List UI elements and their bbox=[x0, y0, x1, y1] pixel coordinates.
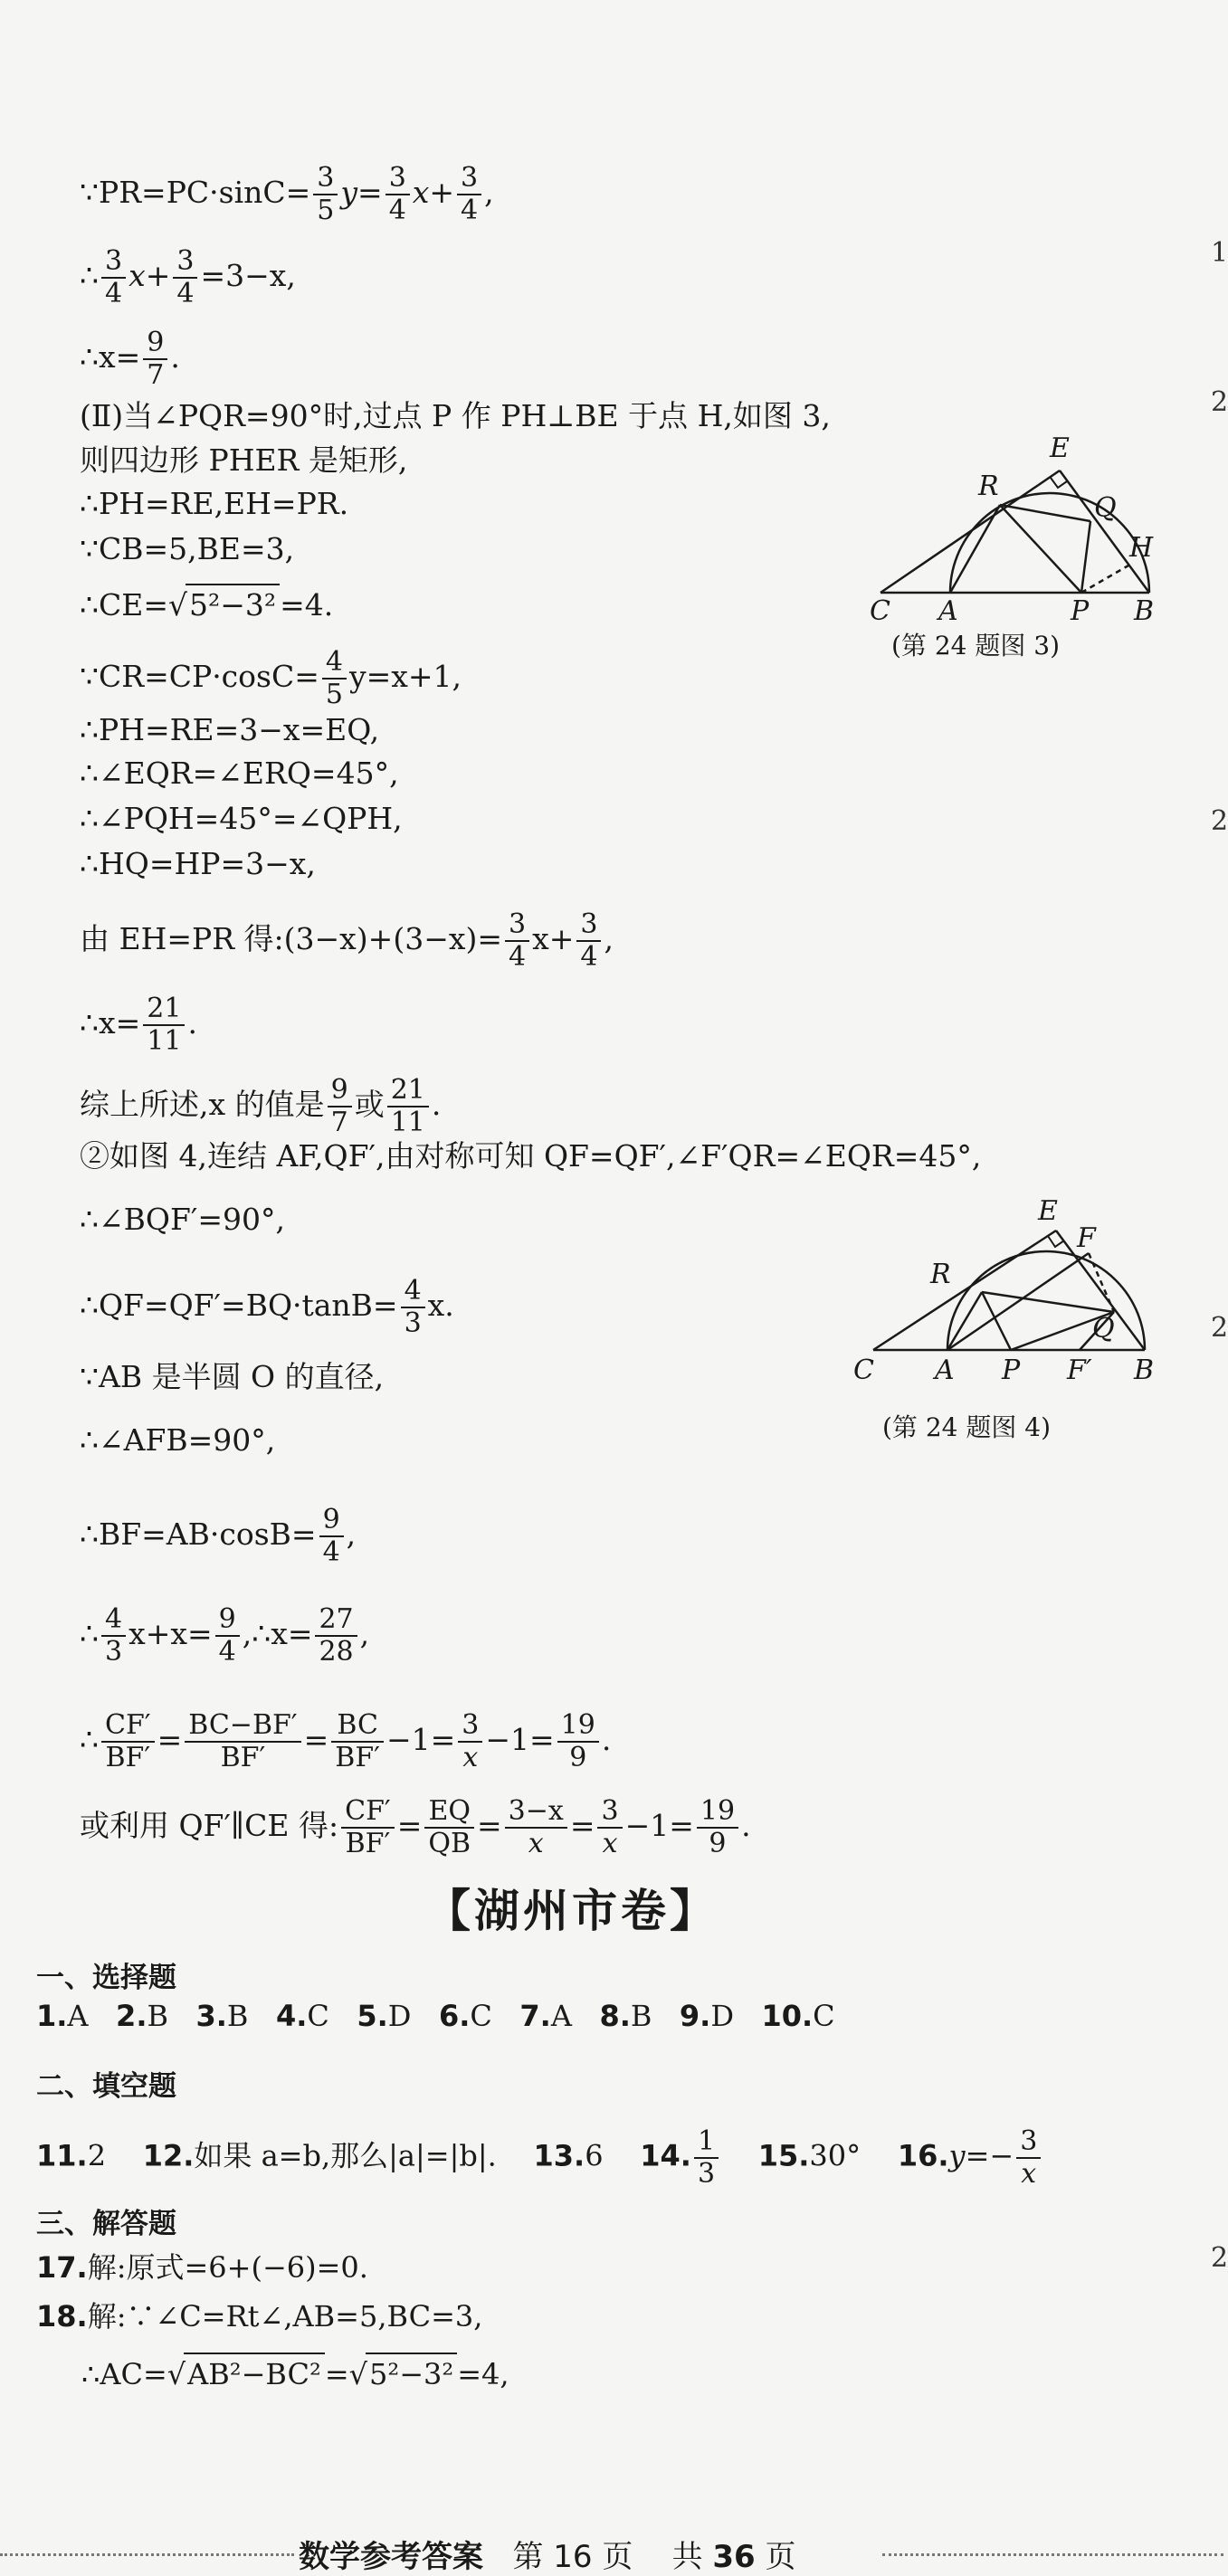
solution-line: ∴∠AFB=90°, bbox=[80, 1422, 276, 1458]
solution-line: ∴PH=RE,EH=PR. bbox=[80, 486, 349, 521]
figure-3-caption: (第 24 题图 3) bbox=[891, 631, 1060, 661]
label-R: R bbox=[930, 1259, 951, 1290]
question-17: 17.解:原式=6+(−6)=0. bbox=[36, 2250, 368, 2285]
section-heading: 三、解答题 bbox=[36, 2208, 176, 2240]
solution-line: ∴CE=√5²−3² =4. bbox=[80, 584, 333, 625]
footer-rule-right bbox=[882, 2553, 1223, 2556]
solution-line: ∴HQ=HP=3−x, bbox=[80, 846, 316, 881]
fill-answers: 11.2 12.如果 a=b,那么|a|=|b|. 13.6 14. $\frac{1}{3}$ 15.30° 16.y=− $\frac{3}{x}$ bbox=[36, 2126, 1043, 2190]
label-P: P bbox=[1071, 595, 1090, 627]
solution-line: ∵PR=PC·sinC= $\frac{3}{5}$ y= $\frac{3}{4}$ x+ $\frac{3}{4}$ , bbox=[80, 162, 494, 226]
label-A: A bbox=[935, 1355, 955, 1386]
label-R: R bbox=[978, 471, 999, 502]
solution-line: ∴ $\frac{4}{3}$ x+x= $\frac{9}{4}$ ,∴x= $\frac{27}{28}$ , bbox=[80, 1603, 370, 1668]
label-H: H bbox=[1129, 532, 1154, 564]
solution-line: 综上所述,x 的值是 $\frac{9}{7}$ 或 $\frac{21}{11}$ . bbox=[80, 1074, 442, 1138]
label-B: B bbox=[1134, 595, 1155, 627]
page-footer: 数学参考答案 第 16 页 共 36 页 bbox=[299, 2539, 796, 2575]
choice-answers: 1.A 2.B 3.B 4.C 5.D 6.C 7.A 8.B 9.D 10.C bbox=[36, 1999, 835, 2033]
label-F-prime: F′ bbox=[1067, 1355, 1092, 1386]
figure-4 bbox=[846, 1194, 1163, 1384]
solution-line: ②如图 4,连结 AF,QF′,由对称可知 QF=QF′,∠F′QR=∠EQR=45°, bbox=[80, 1138, 982, 1174]
solution-line: ∵AB 是半圆 O 的直径, bbox=[80, 1359, 385, 1394]
solution-line: ∴x= $\frac{21}{11}$ . bbox=[80, 993, 197, 1057]
margin-mark: 2 bbox=[1211, 805, 1228, 837]
figure-4-caption: (第 24 题图 4) bbox=[882, 1412, 1051, 1442]
margin-mark: 2 bbox=[1211, 386, 1228, 418]
solution-line: (Ⅱ)当∠PQR=90°时,过点 P 作 PH⊥BE 于点 H,如图 3, bbox=[80, 398, 831, 433]
label-Q: Q bbox=[1094, 492, 1117, 524]
solution-line: ∴QF=QF′=BQ·tanB= $\frac{4}{3}$ x. bbox=[80, 1275, 454, 1339]
question-18-line2: ∴AC=√AB²−BC² =√5²−3² =4, bbox=[81, 2353, 509, 2394]
question-18: 18.解:∵∠C=Rt∠,AB=5,BC=3, bbox=[36, 2299, 483, 2334]
solution-line: ∴∠PQH=45°=∠QPH, bbox=[80, 801, 403, 836]
section-heading: 一、选择题 bbox=[36, 1962, 176, 1994]
label-E: E bbox=[1038, 1195, 1058, 1227]
section-heading: 二、填空题 bbox=[36, 2070, 176, 2103]
solution-line: ∴∠EQR=∠ERQ=45°, bbox=[80, 756, 399, 791]
label-E: E bbox=[1050, 433, 1070, 464]
solution-line: ∴BF=AB·cosB= $\frac{9}{4}$ , bbox=[80, 1504, 357, 1568]
label-C: C bbox=[853, 1355, 874, 1386]
label-B: B bbox=[1134, 1355, 1155, 1386]
solution-line: 或利用 QF′∥CE 得: $\frac{CF'}{BF'}$ = $\frac{EQ}{QB}$ = $\frac{3-x}{x}$ = $\frac{3}{x}$ −1= $\frac{19}{9}$ . bbox=[80, 1795, 751, 1859]
section-title: 【湖州市卷】 bbox=[425, 1885, 719, 1937]
solution-line: 由 EH=PR 得:(3−x)+(3−x)= $\frac{3}{4}$ x+ $\frac{3}{4}$ , bbox=[80, 908, 614, 973]
label-C: C bbox=[870, 595, 890, 627]
solution-line: ∴ $\frac{CF'}{BF'}$ = $\frac{BC-BF'}{BF'}$ = $\frac{BC}{BF'}$ −1= $\frac{3}{x}$ −1= $\frac{19}{9}$ . bbox=[80, 1709, 612, 1773]
label-A: A bbox=[938, 595, 958, 627]
label-Q: Q bbox=[1092, 1313, 1115, 1345]
solution-line: ∵CR=CP·cosC= $\frac{4}{5}$ y=x+1, bbox=[80, 646, 462, 710]
label-P: P bbox=[1002, 1355, 1021, 1386]
label-F: F bbox=[1077, 1222, 1096, 1254]
solution-line: ∵CB=5,BE=3, bbox=[80, 531, 295, 566]
solution-line: ∴PH=RE=3−x=EQ, bbox=[80, 712, 380, 747]
margin-mark: 2 bbox=[1211, 2242, 1228, 2274]
solution-line: ∴∠BQF′=90°, bbox=[80, 1202, 285, 1237]
margin-mark: 1 bbox=[1211, 237, 1228, 269]
footer-rule-left bbox=[0, 2553, 294, 2556]
solution-line: 则四边形 PHER 是矩形, bbox=[80, 442, 408, 478]
margin-mark: 2 bbox=[1211, 1312, 1228, 1344]
figure-3 bbox=[864, 430, 1163, 627]
solution-line: ∴ $\frac{3}{4}$ x+ $\frac{3}{4}$ =3−x, bbox=[80, 245, 296, 309]
solution-line: ∴x= $\frac{9}{7}$ . bbox=[80, 327, 180, 391]
